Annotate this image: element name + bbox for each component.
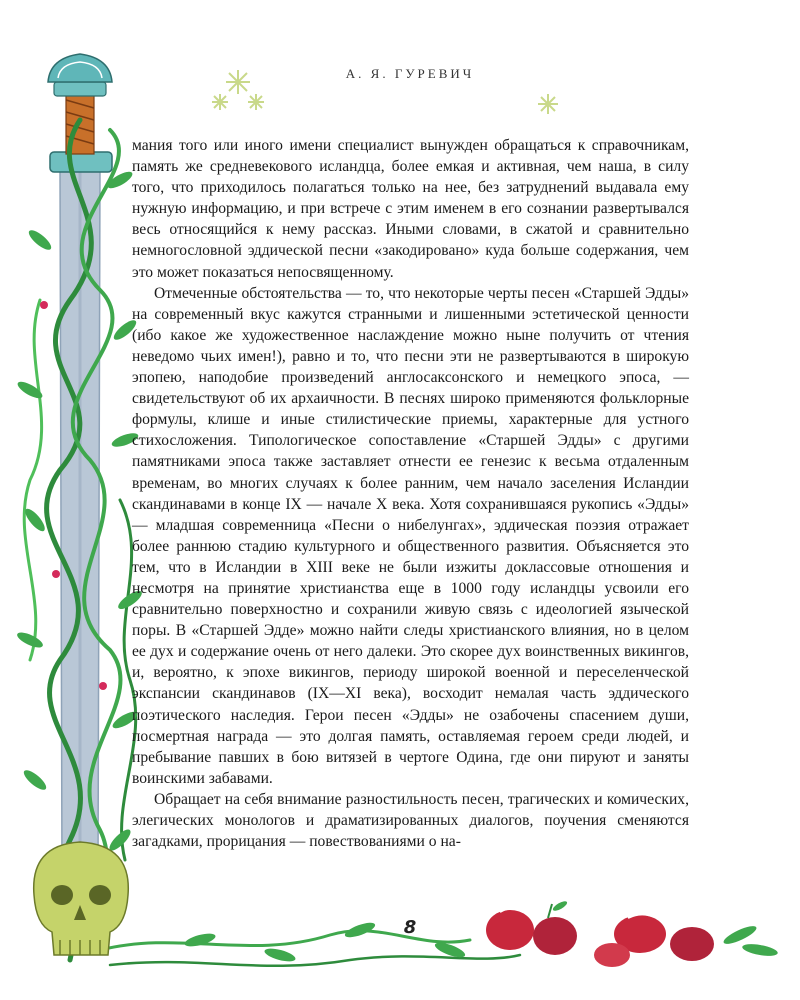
paragraph: мания того или иного имени специалист вынужден обращаться к справочникам, память же средневекового исландца, более емкая и активная, чем наша, в силу того, что приходилось полагаться только на нее, без затруднений выдавала ему нужную информацию, и при встрече с этим именем в его сознании развертывался весь относящийся к нему рассказ. Иными словами, в сжатой и сравнительно немногословной эддической песни «закодировано» куда больше содержания, чем это может показаться непосвященному. bbox=[132, 137, 689, 281]
paragraph: Обращает на себя внимание разностильность песен, трагических и комических, элегических монологов и драматизированных диалогов, поучения сменяются загадками, прорицания — повествованиями о на- bbox=[132, 790, 689, 851]
skull-icon bbox=[34, 842, 129, 955]
body-text bbox=[132, 135, 689, 852]
apple-decoration bbox=[486, 899, 714, 967]
paragraph: Отмеченные обстоятельства — то, что некоторые черты песен «Старшей Эдды» на современный вкус кажутся странными и лишенными эстетической ценности (ибо какое же художественное наслаждение можно ныне получить от чтения неведомо чьих имен!), равно и то, что песни эти не развертываются в широкую эпопею, наподобие произведений англосаксонского и немецкого эпоса, — свидетельствуют об их архаичности. В песнях широко применяются фольклорные формулы, клише и иные стилистические приемы, характерные для устного стихосложения. Типологическое сопоставление «Старшей Эдды» с другими памятниками эпоса также заставляет отнести ее генезис к весьма отдаленным временам, во многих случаях к более ранним, чем начало заселения Исландии скандинавами в конце IX — начале X века. Хотя сохранившаяся рукопись «Эдды» — младшая современница «Песни о нибелунгах», эддическая поэзия отражает более раннюю стадию культурного и общественного развития. Объясняется это тем, что в Исландии в XIII веке не были изжиты доклассовые отношения и несмотря на принятие христианства еще в 1000 году исландцы усвоили его сравнительно поверхностно и сохранили живую связь с идеологией языческой поры. В «Старшей Эдде» можно найти следы христианского влияния, но в целом ее дух и содержание очень от него далеки. Это скорее дух воинственных викингов, и, вероятно, к эпохе викингов, периоду широкой военной и переселенческой экспансии скандинавов (IX—XI века), восходит немалая часть эддического поэтического наследия. Герои песен «Эдды» не озабочены спасением души, посмертная награда — это долгая память, оставляемая героем среди людей, и пребывание павших в бою витязей в чертоге Одина, где они пируют и заняты воинскими забавами. bbox=[132, 284, 689, 787]
page-number: 8 bbox=[403, 917, 417, 938]
running-header: А. Я. ГУРЕВИЧ bbox=[345, 66, 475, 81]
